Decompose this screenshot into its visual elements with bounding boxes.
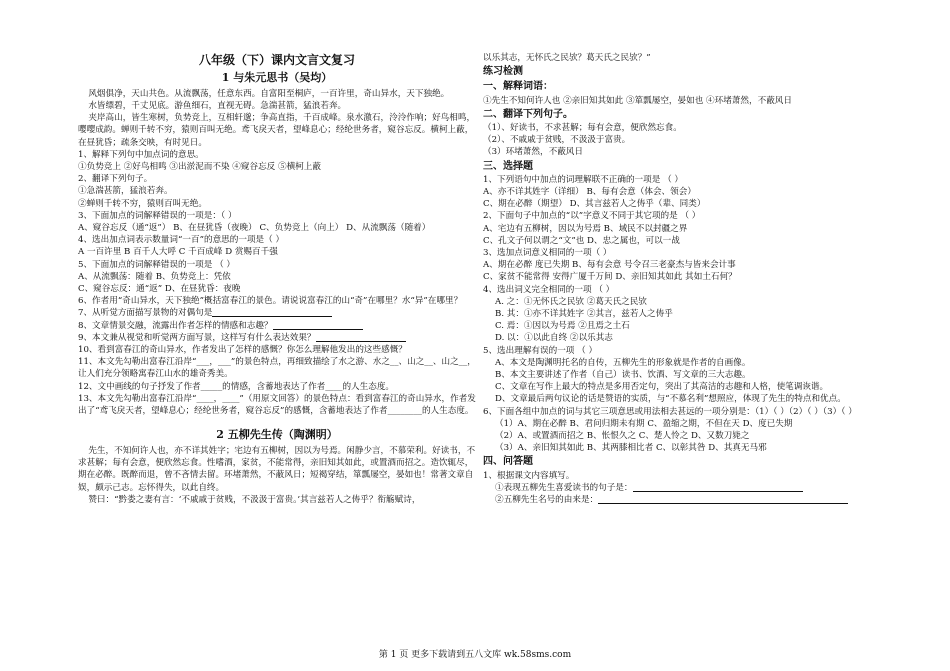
exercise-line: 2、下面句子中加点的“以”字意义不同于其它项的是 （ ） xyxy=(483,211,701,222)
question-line: 11、本文先勾勒出富春江沿岸“___，___”的景色特点，再细致描绘了水之游、水之__、山之__、山之__，让人们充分领略寓春江山水的雄奇秀美。 xyxy=(78,357,476,380)
practice-title: 练习检测 xyxy=(483,66,523,78)
exercise-line: C、期在必醉（期望） D、其言兹若人之俦乎（辈、同类） xyxy=(483,199,706,210)
exercise-line xyxy=(483,494,875,506)
section-title: 一、解释词语： xyxy=(483,81,553,93)
exercise-line: A、宅边有五柳树，因以为号焉 B、域民不以封疆之界 xyxy=(483,223,688,234)
document-title: 八年级（下）课内文言文复习 xyxy=(198,53,355,67)
page-footer: 第 1 页 更多下载请到五八文库 wk.58sms.com xyxy=(378,650,572,660)
exercise-line: （1）、好读书，不求甚解；每有会意，便欣然忘食。 xyxy=(483,122,682,133)
exercise-line: 6、下面各组中加点的词与其它三项意思或用法相去甚远的一项分别是：（1）（ ）（2）（ ）（3）（ ） xyxy=(483,406,857,417)
question-line: 5、下面加点的词解释错误的一项是 （ ） xyxy=(78,259,236,270)
question-line: C、窥谷忘反：通“返” D、在昼犹昏：夜晚 xyxy=(78,284,241,295)
exercise-line: 5、选出理解有误的一项 （ ） xyxy=(483,345,598,356)
exercise-line: 1、下列语句中加点的词理解联不正确的一项是 （ ） xyxy=(483,174,683,185)
question-line: ②蝉则千转不穷，猿则百叫无绝。 xyxy=(78,198,207,209)
exercise-line: B. 其：①亦不详其姓字 ②其言，兹若人之俦乎 xyxy=(495,309,673,319)
question-line: 2、翻译下列句子。 xyxy=(78,174,153,185)
right-column xyxy=(483,52,875,506)
question-text: ①表现五柳先生喜爱读书的句子是： xyxy=(495,482,633,493)
exercise-line: C、家贫不能常得 安得广厦千万间 D、亲旧知其如此 其如土石何？ xyxy=(483,272,737,283)
question-line: 13、本文先勾勒出富春江沿岸“____，____”（用原文回答）的景色特点：看到富春江的奇山异水，作者发出了“鸢飞戾天者，望峰息心；经纶世务者，窥谷忘反”的感慨，含蓄地表达了作者________的人生态度。 xyxy=(78,393,476,417)
answer-blank[interactable] xyxy=(273,320,363,330)
question-line: A 一百许里 B 百千人大呼 C 千百成峰 D 赏赐百千强 xyxy=(78,247,278,258)
lesson1-paragraph: 风烟俱净，天山共色。从流飘荡，任意东西。自富阳至桐庐，一百许里，奇山异水，天下独绝。 xyxy=(88,88,450,99)
exercise-line: 1、根据课文内容填写。 xyxy=(483,470,575,481)
question-line: 1、解释下列句中加点词的意思。 xyxy=(78,149,204,160)
question-text: ②五柳先生名号的由来是： xyxy=(495,495,599,506)
exercise-line: C. 焉：①因以为号焉 ②且焉之土石 xyxy=(495,321,630,332)
question-line: 4、选出加点词表示数量词“一百”的意思的一项是（ ） xyxy=(78,235,285,246)
exercise-line: 3、选加点词意义相同的一项（ ） xyxy=(483,247,612,258)
question-line: 12、文中画线的句子抒发了作者_____的情感，含蓄地表达了作者____的人生态度。 xyxy=(78,381,395,392)
lesson1-title: 1 与朱元思书（吴均） xyxy=(221,71,333,85)
exercise-line: ①先生不知何许人也 ②亲旧知其如此 ③箪瓢屡空，晏如也 ④环堵萧然，不蔽风日 xyxy=(483,95,792,106)
left-column xyxy=(78,52,476,506)
exercise-line: A、本文是陶渊明托名的自传，五柳先生的形象就是作者的自画像。 xyxy=(495,357,751,368)
answer-blank[interactable] xyxy=(212,307,332,317)
exercise-line: （1）A、期在必醉 B、君问归期未有期 C、盈缩之期，不但在天 D、度已失期 xyxy=(495,418,793,429)
continued-text: 以乐其志，无怀氏之民欤？葛天氏之民欤？” xyxy=(483,53,651,63)
question-line xyxy=(78,307,476,319)
question-line: ①负势竞上 ②好鸟相鸣 ③出淤泥而不染 ④窥谷忘反 ⑤横柯上蔽 xyxy=(78,162,321,173)
lesson2-paragraph: 赞曰：“黔娄之妻有言：‘不戚戚于贫贱，不汲汲于富贵。’其言兹若人之俦乎？衔觞赋诗， xyxy=(88,494,421,505)
exercise-line: （3）A、亲旧知其如此 B、其两膝相比者 C、以彰其咎 D、其真无马邪 xyxy=(495,443,767,454)
question-text: 9、本文兼从视觉和听觉两方面写景，这样写有什么表达效果？ xyxy=(78,332,316,343)
exercise-line xyxy=(483,482,875,494)
question-text: 8、文章情景交融，流露出作者怎样的情感和志趣？ xyxy=(78,320,273,331)
answer-blank[interactable] xyxy=(316,332,406,342)
exercise-line: D. 以：①以此自终 ②以乐其志 xyxy=(495,333,613,344)
question-line: A、窥谷忘反（通“返”） B、在昼犹昏（夜晚） C、负势竞上（向上） D、从流飘荡（随着） xyxy=(78,223,431,234)
lesson1-paragraph: 水皆缥碧，千丈见底。游鱼细石，直视无碍。急湍甚箭，猛浪若奔。 xyxy=(88,101,347,111)
question-line: 10、看到富春江的奇山异水，作者发出了怎样的感慨？你怎么理解他发出的这些感慨？ xyxy=(78,345,407,356)
exercise-line: 4、选出词义完全相同的一项 （ ） xyxy=(483,284,615,295)
question-line xyxy=(78,332,476,344)
question-line: ①急湍甚箭，猛浪若奔。 xyxy=(78,186,173,197)
question-line: A、从流飘荡：随着 B、负势竞上：凭依 xyxy=(78,271,231,282)
section-title: 二、翻译下列句子。 xyxy=(483,108,573,120)
exercise-line: （2）、不戚戚于贫贱，不汲汲于富贵。 xyxy=(483,135,631,146)
exercise-line: （2）A、或置酒而招之 B、怅恨久之 C、楚人怜之 D、又数刀毙之 xyxy=(495,431,750,442)
answer-blank[interactable] xyxy=(598,494,848,504)
exercise-line: C、文章在写作上最大的特点是多用否定句，突出了其高洁的志趣和人格，使笔调诙谐。 xyxy=(495,382,829,393)
question-line: 3、下面加点的词解释错误的一项是：（ ） xyxy=(78,210,237,221)
answer-blank[interactable] xyxy=(633,482,803,492)
lesson2-title: 2 五柳先生传（陶渊明） xyxy=(216,428,338,442)
exercise-line: （3）环堵萧然，不蔽风日 xyxy=(483,147,583,158)
section-title: 四、问答题 xyxy=(483,456,533,468)
question-line xyxy=(78,320,476,332)
lesson1-paragraph: 夹岸高山，皆生寒树，负势竞上，互相轩邈；争高直指，千百成峰。泉水激石，泠泠作响；好鸟相鸣，嘤嘤成韵。蝉则千转不穷，猿则百叫无绝。鸢飞戾天者，望峰息心；经纶世务者，窥谷忘反。横柯上蔽，在昼犹昏；疏条交映，有时见日。 xyxy=(78,113,476,148)
exercise-line: A、期在必醉 度已失期 B、每有会意 号令召三老豪杰与皆来会计事 xyxy=(483,260,736,271)
exercise-line: A. 之：①无怀氏之民欤 ②葛天氏之民欤 xyxy=(495,296,647,307)
question-text: 7、从听觉方面描写景物的对偶句是 xyxy=(78,308,213,319)
lesson2-paragraph: 先生，不知何许人也，亦不详其姓字；宅边有五柳树，因以为号焉。闲静少言，不慕荣利。好读书，不求甚解；每有会意，便欣然忘食。性嗜酒，家贫，不能常得，亲旧知其如此，或置酒而招之。造饮辄尽，期在必醉。既醉而退，曾不吝情去留。环堵萧然，不蔽风日；短褐穿结，箪瓢屡空，晏如也！常著文章自娱，颇示己志。忘怀得失，以此自终。 xyxy=(78,445,476,493)
section-title: 三、选择题 xyxy=(483,160,533,172)
exercise-line: D、文章最后两句议论的话是赞语的实质，与“不慕名利”想照应，体现了先生的特点和优点。 xyxy=(495,394,846,405)
exercise-line: B、本文主要讲述了作者（自己）读书、饮酒、写文章的三大志趣。 xyxy=(495,370,751,381)
spacer xyxy=(78,417,476,427)
question-line: 6、作者用“奇山异水，天下独绝”概括富春江的景色。请说说富春江的山“奇”在哪里？水“异”在哪里？ xyxy=(78,296,463,307)
exercise-line: C、孔文子何以谓之“文”也 D、忠之属也，可以一战 xyxy=(483,235,680,246)
exercise-line: A、亦不详其姓字（详细） B、每有会意（体会、领会） xyxy=(483,186,696,197)
